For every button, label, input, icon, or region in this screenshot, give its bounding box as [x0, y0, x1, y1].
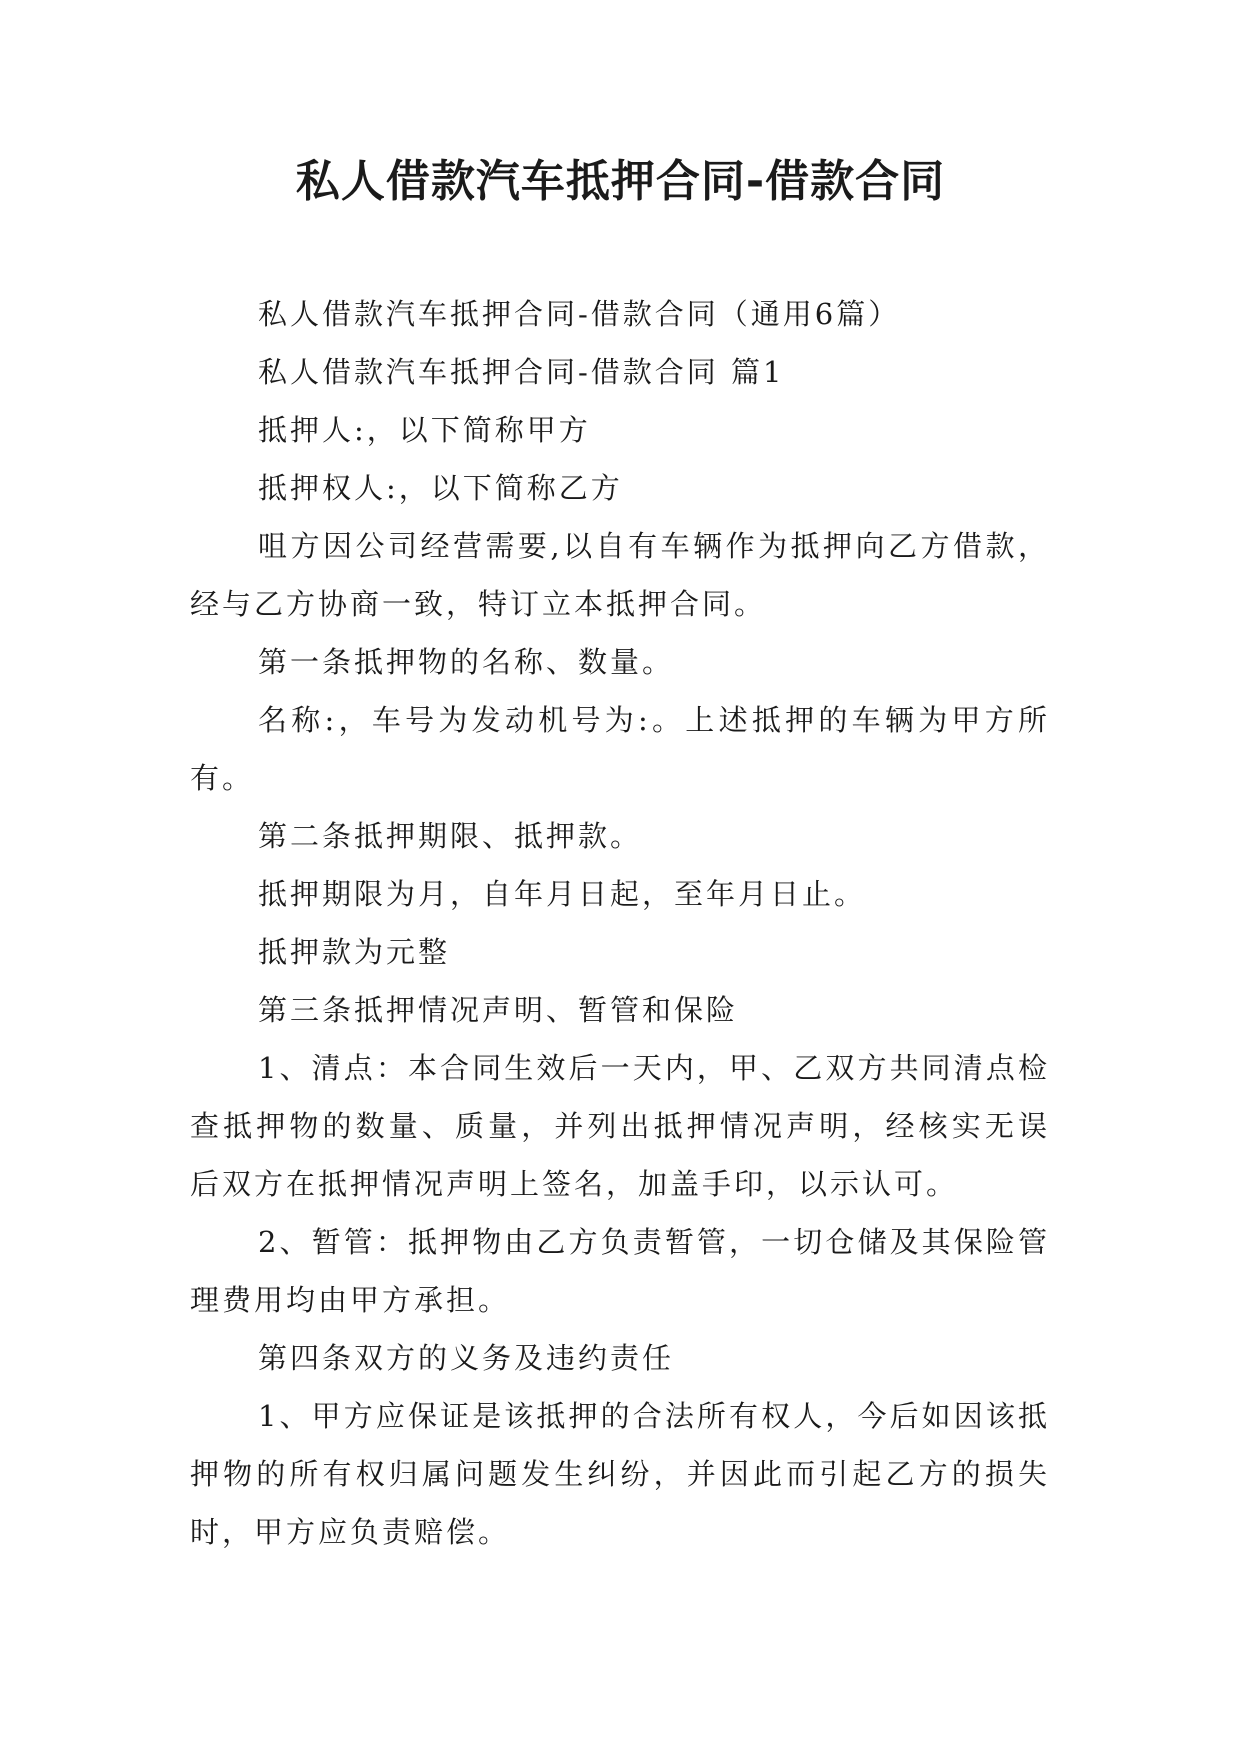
paragraph-mortgagor: 抵押人:，以下简称甲方: [258, 413, 591, 447]
paragraph-article-4: 第四条双方的义务及违约责任: [258, 1341, 675, 1375]
paragraph-article-1-detail: 名称:，车号为发动机号为:。上述抵押的车辆为甲方所有。: [190, 703, 1050, 795]
paragraph-article-1: 第一条抵押物的名称、数量。: [258, 645, 675, 679]
paragraph-article-4-item-1: 1、甲方应保证是该抵押的合法所有权人，今后如因该抵押物的所有权归属问题发生纠纷，并因此而引起乙方的损失时，甲方应负责赔偿。: [190, 1399, 1050, 1549]
paragraph-article-3-item-2: 2、暂管：抵押物由乙方负责暂管，一切仓储及其保险管理费用均由甲方承担。: [190, 1225, 1050, 1317]
paragraph-preamble: 咀方因公司经营需要,以自有车辆作为抵押向乙方借款，经与乙方协商一致，特订立本抵押合同。: [190, 529, 1050, 621]
paragraph-article-2-term: 抵押期限为月，自年月日起，至年月日止。: [258, 877, 867, 911]
document-title: 私人借款汽车抵押合同-借款合同: [295, 156, 946, 207]
paragraph-article-2-amount: 抵押款为元整: [258, 935, 451, 969]
paragraph-article-3-item-1: 1、清点：本合同生效后一天内，甲、乙双方共同清点检查抵押物的数量、质量，并列出抵押情况声明，经核实无误后双方在抵押情况声明上签名，加盖手印，以示认可。: [190, 1051, 1050, 1201]
paragraph-section-heading: 私人借款汽车抵押合同-借款合同 篇1: [258, 355, 785, 389]
paragraph-mortgagee: 抵押权人:，以下简称乙方: [258, 471, 623, 505]
paragraph-subtitle: 私人借款汽车抵押合同-借款合同（通用6篇）: [258, 297, 901, 331]
paragraph-article-2: 第二条抵押期限、抵押款。: [258, 819, 643, 853]
document-body: [190, 285, 1050, 1561]
paragraph-article-3: 第三条抵押情况声明、暂管和保险: [258, 993, 739, 1027]
